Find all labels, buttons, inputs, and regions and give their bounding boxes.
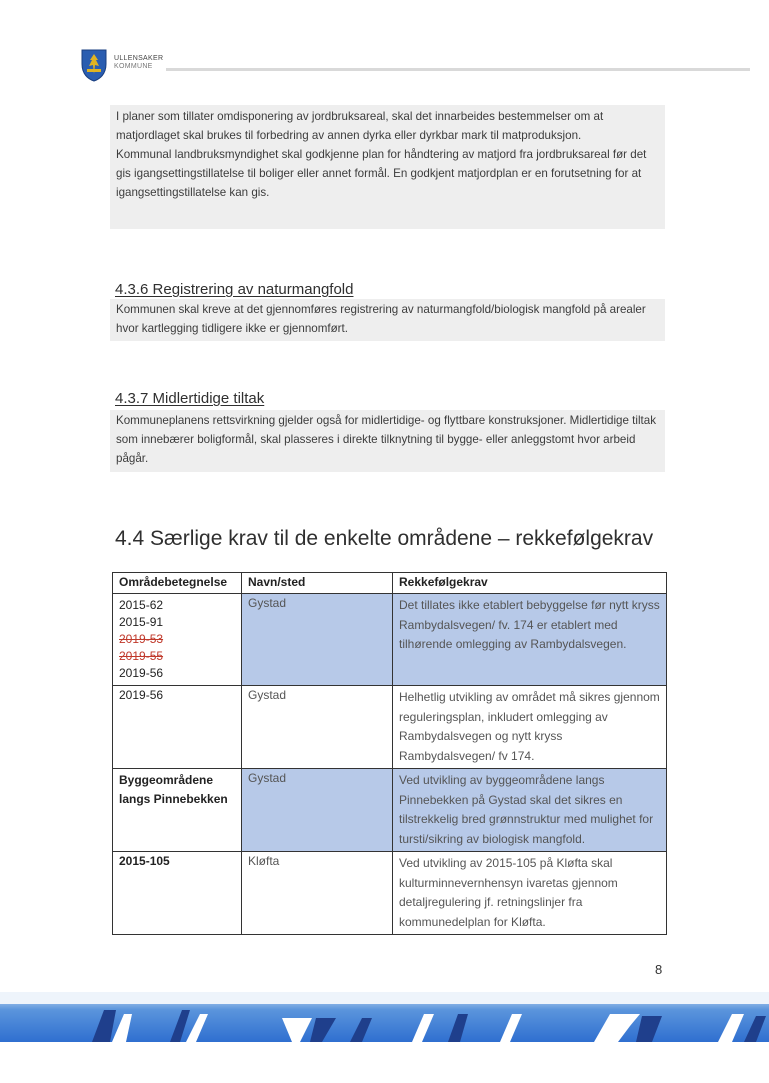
org-name-line2: KOMMUNE <box>114 63 153 70</box>
place-cell: Gystad <box>242 594 393 686</box>
header-divider <box>166 68 750 71</box>
org-name-line1: ULLENSAKER <box>114 55 164 62</box>
table-row <box>113 594 667 686</box>
section-4-3-7-paragraph: Kommuneplanens rettsvirkning gjelder også for midlertidige- og flyttbare konstruksjoner. Midlertidige tiltak som innebærer boligformål, skal plasseres i direkte tilknytning til bygge- eller anleggstomt hvor arbeid pågår. <box>116 414 657 465</box>
organization-name <box>114 55 163 71</box>
area-cell <box>113 594 242 686</box>
requirement-cell: Ved utvikling av 2015-105 på Kløfta skal kulturminnevernhensyn ivaretas gjennom detaljregulering jf. retningslinjer fra kommunedelplan for Kløfta. <box>393 852 667 935</box>
place-cell: Gystad <box>242 769 393 852</box>
area-cell: Byggeområdene langs Pinnebekken <box>113 769 242 852</box>
place-cell: Kløfta <box>242 852 393 935</box>
area-code-struck: 2019-53 <box>119 632 164 646</box>
heading-4-3-6: 4.3.6 Registrering av naturmangfold <box>115 281 354 298</box>
table-row <box>113 769 667 852</box>
place-cell: Gystad <box>242 686 393 769</box>
area-code-struck: 2019-55 <box>119 649 164 663</box>
table-row <box>113 686 667 769</box>
coat-of-arms-icon <box>80 48 108 82</box>
section-4-3-7-text <box>110 410 665 472</box>
area-code: 2015-91 <box>119 615 164 629</box>
area-cell: 2019-56 <box>113 686 242 769</box>
requirement-cell: Helhetlig utvikling av området må sikres gjennom reguleringsplan, inkludert omlegging av Rambydalsvegen og nytt kryss Rambydalsvegen/ fv 174. <box>393 686 667 769</box>
requirement-cell: Det tillates ikke etablert bebyggelse før nytt kryss Rambydalsvegen/ fv. 174 er etablert med tilhørende omlegging av Rambydalsvegen. <box>393 594 667 686</box>
heading-4-3-7: 4.3.7 Midlertidige tiltak <box>115 390 265 407</box>
area-code: 2015-62 <box>119 598 164 612</box>
heading-4-4: 4.4 Særlige krav til de enkelte områdene – rekkefølgekrav <box>115 527 654 550</box>
intro-text-block <box>110 105 665 229</box>
section-4-3-6-text <box>110 299 665 341</box>
area-code: 2019-56 <box>119 666 164 680</box>
intro-paragraph-2: Kommunal landbruksmyndighet skal godkjenne plan for håndtering av matjord fra jordbruksareal før det gis igangsettingstillatelse til boliger eller annet formål. En godkjent matjordplan er en forutsetning for at igangsettingstillatelse kan gis. <box>116 148 647 199</box>
page-number: 8 <box>655 962 663 977</box>
column-header-area: Områdebetegnelse <box>113 573 242 594</box>
footer-pattern-graphic <box>0 992 769 1042</box>
requirements-table <box>112 572 667 935</box>
column-header-requirement: Rekkefølgekrav <box>393 573 667 594</box>
column-header-place: Navn/sted <box>242 573 393 594</box>
table-row <box>113 852 667 935</box>
section-4-3-6-paragraph: Kommunen skal kreve at det gjennomføres registrering av naturmangfold/biologisk mangfold på arealer hvor kartlegging tidligere ikke er gjennomført. <box>116 303 646 335</box>
area-cell: 2015-105 <box>113 852 242 935</box>
intro-paragraph-1: I planer som tillater omdisponering av jordbruksareal, skal det innarbeides bestemmelser om at matjordlaget skal brukes til forbedring av annen dyrka eller dyrkbar mark til matproduksjon. <box>116 110 604 142</box>
page-header <box>80 48 750 88</box>
requirement-cell: Ved utvikling av byggeområdene langs Pinnebekken på Gystad skal det sikres en tilstrekkelig bred grønnstruktur med mulighet for tursti/sikring av biologisk mangfold. <box>393 769 667 852</box>
table-header-row <box>113 573 667 594</box>
